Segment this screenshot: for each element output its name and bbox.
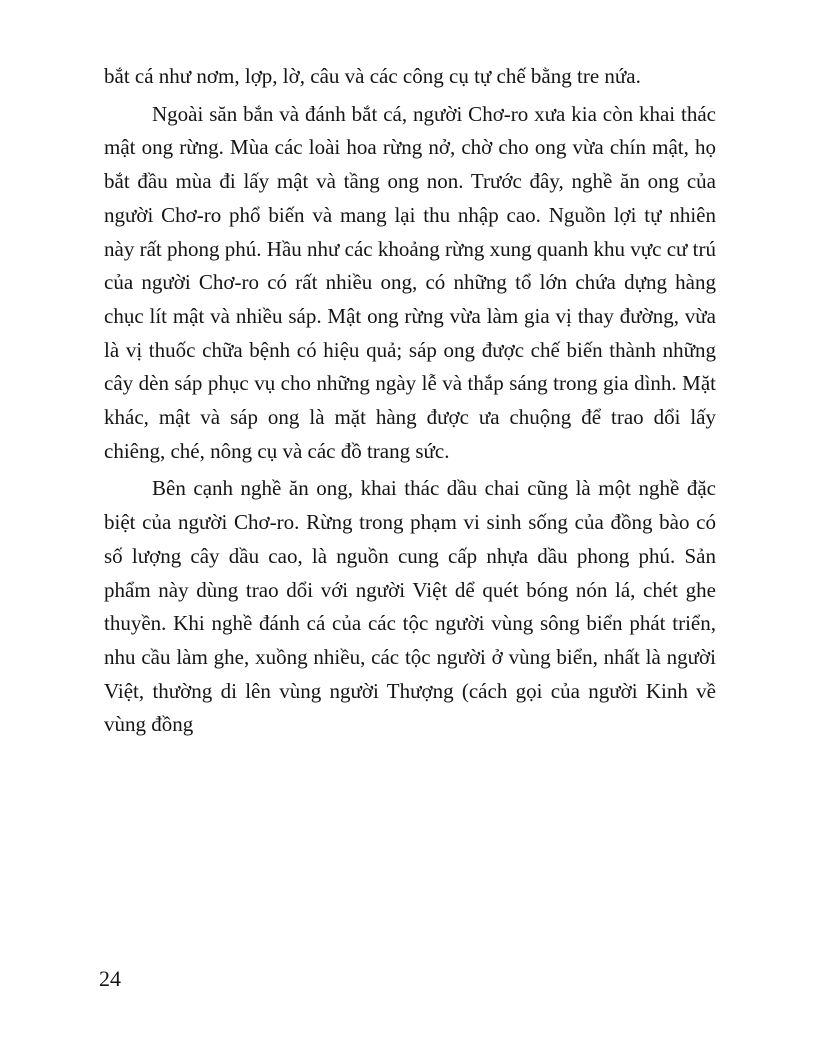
paragraph-honey-harvesting: Ngoài săn bắn và đánh bắt cá, người Chơ-ro xưa kia còn khai thác mật ong rừng. Mùa các loài hoa rừng nở, chờ cho ong vừa chín mật, họ bắt đầu mùa đi lấy mật và tầng ong non. Trước đây, nghề ăn ong của người Chơ-ro phổ biến và mang lại thu nhập cao. Nguồn lợi tự nhiên này rất phong phú. Hầu như các khoảng rừng xung quanh khu vực cư trú của người Chơ-ro có rất nhiều ong, có những tổ lớn chứa dựng hàng chục lít mật và nhiều sáp. Mật ong rừng vừa làm gia vị thay đường, vừa là vị thuốc chữa bệnh có hiệu quả; sáp ong được chế biến thành những cây dèn sáp phục vụ cho những ngày lễ và thắp sáng trong gia dình. Mặt khác, mật và sáp ong là mặt hàng được ưa chuộng để trao dổi lấy chiêng, ché, nông cụ và các đồ trang sức. bbox=[104, 101, 716, 463]
paragraph-continued: bắt cá như nơm, lợp, lờ, câu và các công cụ tự chế bằng tre nứa. bbox=[104, 64, 641, 88]
paragraph-oil-extraction: Bên cạnh nghề ăn ong, khai thác dầu chai cũng là một nghề đặc biệt của người Chơ-ro. Rừng trong phạm vi sinh sống của đồng bào có số lượng cây dầu cao, là nguồn cung cấp nhựa dầu phong phú. Sản phẩm này dùng trao dổi với người Việt dể quét bóng nón lá, chét ghe thuyền. Khi nghề đánh cá của các tộc người vùng sông biển phát triển, nhu cầu làm ghe, xuồng nhiều, các tộc người ở vùng biển, nhất là người Việt, thường di lên vùng người Thượng (cách gọi của người Kinh về vùng đồng bbox=[104, 476, 716, 737]
page-number: 24 bbox=[99, 966, 121, 991]
body-text bbox=[104, 60, 716, 746]
